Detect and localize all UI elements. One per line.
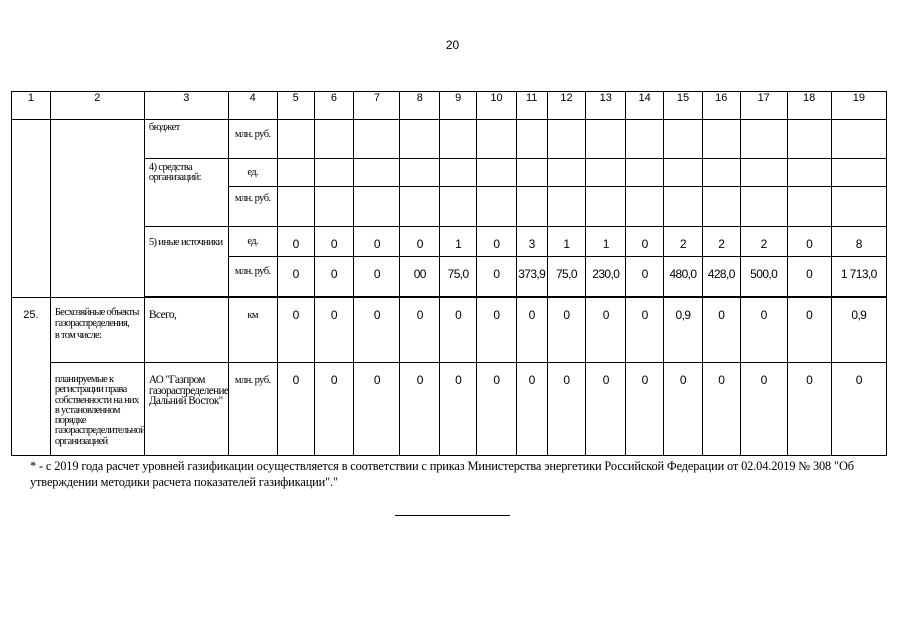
value-cell (702, 187, 740, 227)
value-cell: 0 (277, 363, 314, 456)
value-cell: 0 (516, 298, 547, 363)
column-number-cell: 15 (664, 92, 703, 120)
value-cell (740, 120, 787, 159)
page-number: 20 (445, 38, 460, 52)
value-cell: 0 (314, 257, 354, 297)
value-cell: 0 (277, 227, 314, 257)
value-cell: 480,0 (664, 257, 703, 297)
value-cell: 2 (702, 227, 740, 257)
value-cell: 0 (477, 227, 517, 257)
value-cell: 8 (831, 227, 886, 257)
column-number-cell: 2 (50, 92, 144, 120)
value-cell: 0 (702, 298, 740, 363)
row-name (50, 298, 144, 363)
value-cell (664, 159, 703, 187)
table-row (12, 363, 887, 456)
value-cell: 3 (516, 227, 547, 257)
value-cell (440, 120, 477, 159)
value-cell: 0 (831, 363, 886, 456)
value-cell (664, 187, 703, 227)
column-number-cell: 16 (702, 92, 740, 120)
value-cell (314, 187, 354, 227)
value-cell (831, 187, 886, 227)
value-cell: 0 (547, 298, 586, 363)
column-number-cell: 9 (440, 92, 477, 120)
value-cell: 0 (400, 363, 440, 456)
row-number-cell (12, 120, 51, 298)
value-cell: 0,9 (664, 298, 703, 363)
column-number-cell: 7 (354, 92, 400, 120)
value-cell: 0 (626, 227, 664, 257)
value-cell (277, 120, 314, 159)
value-cell (740, 159, 787, 187)
column-number-cell: 3 (144, 92, 228, 120)
value-cell: 0 (277, 298, 314, 363)
row-name-subtext: в том числе: (54, 330, 102, 341)
value-cell: 0 (277, 257, 314, 297)
value-cell: 1 713,0 (831, 257, 886, 297)
value-cell (277, 159, 314, 187)
source-company: АО "Газпром газораспределение Дальний Восток" (144, 363, 228, 456)
value-cell (547, 187, 586, 227)
column-number-cell: 11 (516, 92, 547, 120)
source-budget: бюджет (144, 120, 228, 159)
column-number-cell: 6 (314, 92, 354, 120)
value-cell: 0 (314, 298, 354, 363)
value-cell: 0 (440, 363, 477, 456)
value-cell (440, 159, 477, 187)
column-number-cell: 18 (787, 92, 831, 120)
value-cell (477, 120, 517, 159)
value-cell (586, 120, 626, 159)
unit-cell: млн. руб. (228, 257, 277, 297)
value-cell (831, 159, 886, 187)
value-cell (354, 187, 400, 227)
value-cell: 0 (586, 298, 626, 363)
value-cell (787, 159, 831, 187)
value-cell: 0 (440, 298, 477, 363)
value-cell: 0 (547, 363, 586, 456)
value-cell: 0 (477, 298, 517, 363)
value-cell (354, 120, 400, 159)
value-cell: 0 (702, 363, 740, 456)
value-cell (354, 159, 400, 187)
column-number-cell: 13 (586, 92, 626, 120)
value-cell (516, 120, 547, 159)
value-cell: 0 (626, 363, 664, 456)
column-number-cell: 5 (277, 92, 314, 120)
value-cell (787, 187, 831, 227)
value-cell: 0 (586, 363, 626, 456)
value-cell: 0 (354, 363, 400, 456)
table-row (12, 298, 887, 363)
value-cell (586, 159, 626, 187)
unit-cell: ед. (228, 159, 277, 187)
column-number-cell: 1 (12, 92, 51, 120)
value-cell: 1 (586, 227, 626, 257)
value-cell: 0,9 (831, 298, 886, 363)
value-cell: 0 (740, 363, 787, 456)
value-cell (400, 120, 440, 159)
value-cell: 75,0 (440, 257, 477, 297)
column-number-cell: 12 (547, 92, 586, 120)
value-cell (664, 120, 703, 159)
value-cell: 0 (787, 363, 831, 456)
value-cell (831, 120, 886, 159)
value-cell: 0 (354, 298, 400, 363)
value-cell (314, 120, 354, 159)
value-cell: 0 (787, 227, 831, 257)
value-cell (740, 187, 787, 227)
value-cell (400, 159, 440, 187)
value-cell: 1 (547, 227, 586, 257)
value-cell: 0 (787, 257, 831, 297)
value-cell: 0 (354, 227, 400, 257)
value-cell: 0 (477, 363, 517, 456)
value-cell: 0 (400, 227, 440, 257)
footnote: * - с 2019 года расчет уровней газификации осуществляется в соответствии с приказ Министерства энергетики Российской Федерации от 02.04.2019 № 308 "Об утверждении методики расчета показателей газификации"." (30, 459, 854, 489)
value-cell (702, 159, 740, 187)
column-number-cell: 10 (477, 92, 517, 120)
value-cell: 373,9 (516, 257, 547, 297)
value-cell: 0 (626, 298, 664, 363)
value-cell: 0 (740, 298, 787, 363)
value-cell: 0 (314, 363, 354, 456)
value-cell: 75,0 (547, 257, 586, 297)
column-number-cell: 17 (740, 92, 787, 120)
value-cell: 0 (664, 363, 703, 456)
unit-cell: км (228, 298, 277, 363)
column-number-cell: 14 (626, 92, 664, 120)
value-cell (314, 159, 354, 187)
value-cell: 0 (354, 257, 400, 297)
value-cell (547, 120, 586, 159)
gasification-plan-table (11, 91, 887, 456)
value-cell: 2 (740, 227, 787, 257)
source-organizations: 4) средства организаций: (144, 159, 228, 227)
value-cell (277, 187, 314, 227)
column-number-cell: 19 (831, 92, 886, 120)
value-cell (702, 120, 740, 159)
value-cell (477, 187, 517, 227)
value-cell (586, 187, 626, 227)
value-cell: 2 (664, 227, 703, 257)
value-cell (400, 187, 440, 227)
column-number-cell: 8 (400, 92, 440, 120)
value-cell: 0 (787, 298, 831, 363)
signature-line (395, 515, 510, 516)
value-cell (626, 120, 664, 159)
source-other: 5) иные источники (144, 227, 228, 297)
row-name-cell (50, 120, 144, 298)
unit-cell: ед. (228, 227, 277, 257)
value-cell: 500,0 (740, 257, 787, 297)
value-cell: 0 (516, 363, 547, 456)
value-cell (440, 187, 477, 227)
value-cell (516, 187, 547, 227)
column-number-row (12, 92, 887, 120)
row-name-text: Бесхозяйные объекты газораспределения, (54, 307, 139, 329)
value-cell (626, 187, 664, 227)
value-cell: 0 (477, 257, 517, 297)
source-total: Всего, (144, 298, 228, 363)
value-cell (477, 159, 517, 187)
column-number-cell: 4 (228, 92, 277, 120)
row-number: 25. (12, 298, 51, 456)
value-cell: 0 (400, 298, 440, 363)
value-cell: 0 (314, 227, 354, 257)
unit-cell: млн. руб. (228, 363, 277, 456)
value-cell (626, 159, 664, 187)
value-cell (547, 159, 586, 187)
value-cell: 0 (626, 257, 664, 297)
unit-cell: млн. руб. (228, 120, 277, 159)
table-row (12, 120, 887, 159)
value-cell (516, 159, 547, 187)
value-cell: 00 (400, 257, 440, 297)
row-name: планируемые к регистрации права собственности на них в установленном порядке газораспределительной организацией (50, 363, 144, 456)
unit-cell: млн. руб. (228, 187, 277, 227)
value-cell (787, 120, 831, 159)
value-cell: 1 (440, 227, 477, 257)
value-cell: 428,0 (702, 257, 740, 297)
value-cell: 230,0 (586, 257, 626, 297)
